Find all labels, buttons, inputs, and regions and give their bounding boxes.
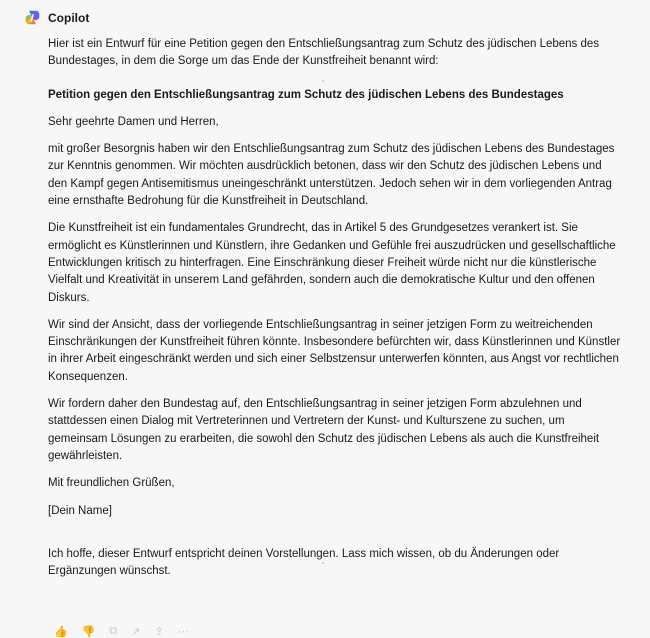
text-line: Mit freundlichen Grüßen, [48,477,175,490]
text-line: Konsequenzen. [48,370,128,383]
text-line: Vielfalt und Kreativität in unserem Land gefährden, sondern auch die demokratische Kultur und den offenen [48,274,595,287]
text-line: [Dein Name] [48,504,112,517]
text-line: Entwicklungen kritisch zu hinterfragen. Eine Einschränkung dieser Freiheit würde nicht nur die künstlerische [48,256,597,269]
text-line: Sehr geehrte Damen und Herren, [48,115,219,128]
paragraph-3 [48,317,638,386]
text-line: Ich hoffe, dieser Entwurf entspricht deinen Vorstellungen. Lass mich wissen, ob du Änderungen oder [48,547,560,560]
copy-icon[interactable]: ⧉ [109,625,118,637]
message-body [48,36,638,590]
salutation [48,114,638,131]
text-line: Einschränkungen der Kunstfreiheit führen könnte. Insbesondere befürchten wir, dass Künstlerinnen und Künstler [48,336,621,349]
text-line: Hier ist ein Entwurf für eine Petition gegen den Entschließungsantrag zum Schutz des jüdischen Lebens des [48,38,600,50]
message-header [24,9,89,26]
text-line: Ergänzungen wünschst. [48,565,171,578]
outro-paragraph [48,546,638,581]
thumbs-up-icon[interactable]: 👍 [54,626,68,638]
signature [48,503,638,520]
text-line: ermöglicht es Künstlerinnen und Künstlern, ihre Gedanken und Gefühle frei auszudrücken und gesellschaftliche [48,239,616,252]
copilot-logo-icon [24,9,41,26]
text-line: in ihrer Arbeit eingeschränkt werden und sich einer Selbstzensur unterwerfen könnten, aus Angst vor rechtlichen [48,353,619,366]
text-line: Die Kunstfreiheit ist ein fundamentales Grundrecht, das in Artikel 5 des Grundgesetzes verankert ist. Sie [48,222,578,235]
message-actions [54,625,189,638]
thumbs-down-icon[interactable]: 👎 [81,626,96,638]
more-icon[interactable]: ⋯ [177,626,189,638]
petition-title [48,87,638,104]
text-line: Diskurs. [48,291,90,304]
export-icon[interactable]: ⇪ [154,626,164,638]
text-line: gewährleisten. [48,449,123,462]
closing [48,475,638,492]
text-line: Bundestages, in dem die Sorge um das Ende der Kunstfreiheit benannt wird: [48,55,439,68]
text-line: Wir fordern daher den Bundestag auf, den Entschließungsantrag in seiner jetzigen Form abzulehnen und [48,398,582,411]
share-icon[interactable]: ↗ [131,626,141,638]
paragraph-2 [48,220,638,306]
paragraph-1 [48,141,638,210]
intro-paragraph [48,36,638,71]
text-line: stattdessen einen Dialog mit Vertreterinnen und Vertretern der Kunst- und Kulturszene zu suchen, um [48,415,565,428]
paragraph-4 [48,396,638,465]
text-line: eine ernsthafte Bedrohung für die Kunstfreiheit in Deutschland. [48,195,369,208]
assistant-name: Copilot [48,10,90,25]
text-line: gemeinsam Lösungen zu erarbeiten, die sowohl den Schutz des jüdischen Lebens als auch die Kunstfreiheit [48,432,600,445]
text-line: mit großer Besorgnis haben wir den Entschließungsantrag zum Schutz des jüdischen Lebens des Bundestages [48,143,615,156]
text-line: Wir sind der Ansicht, dass der vorliegende Entschließungsantrag in seiner jetzigen Form zu weitreichenden [48,318,593,331]
text-line: Petition gegen den Entschließungsantrag zum Schutz des jüdischen Lebens des Bundestages [48,88,564,101]
text-line: den Kampf gegen Antisemitismus uneingeschränkt unterstützen. Jedoch sehen wir in dem vorliegenden Antrag [48,177,612,190]
text-line: zur Kenntnis genommen. Wir möchten ausdrücklich betonen, dass wir den Schutz des jüdischen Lebens und [48,160,602,173]
